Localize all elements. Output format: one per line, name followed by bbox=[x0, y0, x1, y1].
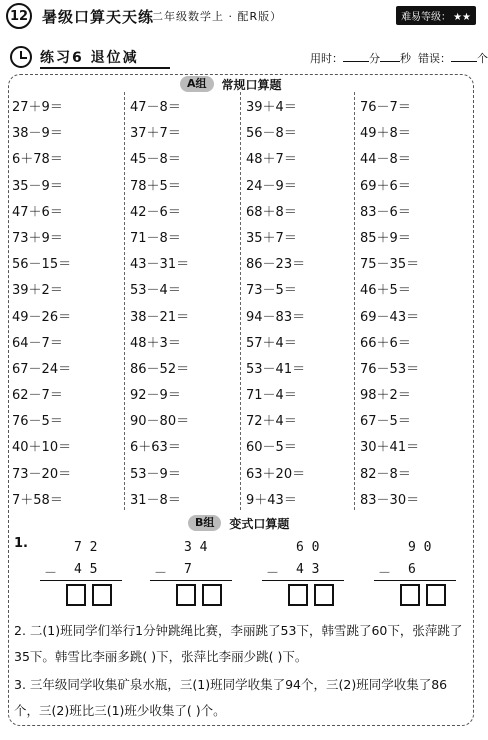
calculation-item: 31－8＝ bbox=[130, 492, 181, 508]
minus-sign: － bbox=[378, 566, 392, 581]
calculation-row bbox=[12, 223, 472, 249]
calculation-item: 53－4＝ bbox=[130, 283, 181, 299]
calculation-row bbox=[12, 275, 472, 301]
calculation-item: 82－8＝ bbox=[360, 466, 411, 482]
calculation-item: 6＋78＝ bbox=[12, 152, 63, 168]
calculation-item: 78＋5＝ bbox=[130, 178, 181, 194]
calculation-item: 60－5＝ bbox=[246, 440, 297, 456]
vertical-problem bbox=[150, 540, 240, 608]
calculation-item: 6＋63＝ bbox=[130, 440, 181, 456]
time-label: 用时： bbox=[310, 52, 343, 65]
calculation-grid bbox=[12, 92, 472, 511]
minutes-blank[interactable] bbox=[343, 52, 369, 62]
calculation-item: 68＋8＝ bbox=[246, 204, 297, 220]
minutes-label: 分 bbox=[369, 52, 380, 65]
calculation-item: 98＋2＝ bbox=[360, 388, 411, 404]
calculation-item: 64－7＝ bbox=[12, 335, 63, 351]
calculation-item: 62－7＝ bbox=[12, 388, 63, 404]
minuend: 6 0 bbox=[296, 540, 320, 555]
answer-box-ones[interactable] bbox=[92, 584, 112, 606]
answer-box-ones[interactable] bbox=[202, 584, 222, 606]
calculation-item: 27＋9＝ bbox=[12, 100, 63, 115]
calculation-row bbox=[12, 171, 472, 197]
calculation-item: 76－53＝ bbox=[360, 361, 420, 377]
result-line bbox=[262, 580, 344, 581]
star-icon: ★★ bbox=[453, 12, 471, 23]
errors-blank[interactable] bbox=[451, 52, 477, 62]
calculation-row bbox=[12, 432, 472, 458]
subtrahend: 4 3 bbox=[296, 562, 320, 577]
calculation-item: 63＋20＝ bbox=[246, 466, 306, 482]
calculation-item: 90－80＝ bbox=[130, 414, 190, 430]
calculation-item: 47＋6＝ bbox=[12, 204, 63, 220]
series-subtitle: （二年级数学上 · 配R版） bbox=[140, 10, 283, 23]
calculation-item: 69＋6＝ bbox=[360, 178, 411, 194]
vertical-problem bbox=[374, 540, 464, 608]
seconds-label: 秒 bbox=[400, 52, 411, 65]
calculation-row bbox=[12, 144, 472, 170]
word-problem: 2. 二(1)班同学们举行1分钟跳绳比赛，李丽跳了53下，韩雪跳了60下，张萍跳了35下。韩雪比李丽多跳( )下，张萍比李丽少跳( )下。 bbox=[14, 623, 463, 664]
seconds-blank[interactable] bbox=[380, 52, 400, 62]
word-problem: 3. 三年级同学收集矿泉水瓶，三(1)班同学收集了94个，三(2)班同学收集了86个，三(2)班比三(1)班少收集了( )个。 bbox=[14, 677, 448, 718]
minuend: 3 4 bbox=[184, 540, 208, 555]
calculation-item: 75－35＝ bbox=[360, 257, 420, 273]
series-title: 暑级口算天天练 bbox=[42, 8, 155, 26]
calculation-item: 71－8＝ bbox=[130, 230, 181, 246]
vertical-problem bbox=[40, 540, 130, 608]
calculation-item: 38－21＝ bbox=[130, 309, 190, 325]
result-line bbox=[374, 580, 456, 581]
calculation-item: 92－9＝ bbox=[130, 388, 181, 404]
calculation-item: 85＋9＝ bbox=[360, 230, 411, 246]
group-a-header bbox=[180, 75, 282, 93]
calculation-item: 40＋10＝ bbox=[12, 440, 72, 456]
calculation-row bbox=[12, 118, 472, 144]
result-line bbox=[40, 580, 122, 581]
calculation-item: 35－9＝ bbox=[12, 178, 63, 194]
problem-number: 1. bbox=[14, 536, 28, 551]
answer-box-tens[interactable] bbox=[400, 584, 420, 606]
calculation-item: 30＋41＝ bbox=[360, 440, 420, 456]
calculation-item: 43－31＝ bbox=[130, 257, 190, 273]
difficulty-rating bbox=[396, 6, 476, 25]
calculation-item: 57＋4＝ bbox=[246, 335, 297, 351]
answer-box-tens[interactable] bbox=[66, 584, 86, 606]
minus-sign: － bbox=[44, 566, 58, 581]
calculation-item: 49－26＝ bbox=[12, 309, 72, 325]
calculation-item: 73－20＝ bbox=[12, 466, 72, 482]
calculation-row bbox=[12, 302, 472, 328]
answer-box-tens[interactable] bbox=[176, 584, 196, 606]
time-record bbox=[310, 50, 488, 66]
calculation-row bbox=[12, 328, 472, 354]
calculation-row bbox=[12, 380, 472, 406]
rating-label: 难易等级： bbox=[401, 12, 452, 23]
calculation-item: 76－5＝ bbox=[12, 414, 63, 430]
calculation-item: 49＋8＝ bbox=[360, 126, 411, 142]
subtrahend: 4 5 bbox=[74, 562, 98, 577]
calculation-item: 46＋5＝ bbox=[360, 283, 411, 299]
calculation-item: 73＋9＝ bbox=[12, 230, 63, 246]
calculation-item: 86－23＝ bbox=[246, 257, 306, 273]
minus-sign: － bbox=[154, 566, 168, 581]
calculation-item: 94－83＝ bbox=[246, 309, 306, 325]
errors-label: 错误： bbox=[418, 52, 451, 65]
calculation-item: 67－5＝ bbox=[360, 414, 411, 430]
calculation-row bbox=[12, 354, 472, 380]
calculation-item: 48＋3＝ bbox=[130, 335, 181, 351]
answer-box-ones[interactable] bbox=[314, 584, 334, 606]
calculation-item: 56－8＝ bbox=[246, 126, 297, 142]
calculation-item: 39＋2＝ bbox=[12, 283, 63, 299]
minuend: 9 0 bbox=[408, 540, 432, 555]
answer-box-tens[interactable] bbox=[288, 584, 308, 606]
calculation-row bbox=[12, 406, 472, 432]
calculation-item: 72＋4＝ bbox=[246, 414, 297, 430]
calculation-item: 44－8＝ bbox=[360, 152, 411, 168]
calculation-item: 83－30＝ bbox=[360, 492, 420, 508]
calculation-item: 42－6＝ bbox=[130, 204, 181, 220]
calculation-row bbox=[12, 92, 472, 118]
calculation-item: 66＋6＝ bbox=[360, 335, 411, 351]
calculation-row bbox=[12, 459, 472, 485]
calculation-item: 71－4＝ bbox=[246, 388, 297, 404]
calculation-item: 53－41＝ bbox=[246, 361, 306, 377]
page-header bbox=[0, 0, 482, 40]
calculation-item: 48＋7＝ bbox=[246, 152, 297, 168]
group-a-title: 常规口算题 bbox=[221, 77, 282, 92]
calculation-item: 47－8＝ bbox=[130, 100, 181, 115]
calculation-item: 7＋58＝ bbox=[12, 492, 63, 508]
calculation-item: 35＋7＝ bbox=[246, 230, 297, 246]
calculation-row bbox=[12, 249, 472, 275]
calculation-item: 56－15＝ bbox=[12, 257, 72, 273]
result-line bbox=[150, 580, 232, 581]
subtrahend: 6 bbox=[408, 562, 416, 577]
calculation-item: 73－5＝ bbox=[246, 283, 297, 299]
calculation-item: 53－9＝ bbox=[130, 466, 181, 482]
calculation-item: 69－43＝ bbox=[360, 309, 420, 325]
answer-box-ones[interactable] bbox=[426, 584, 446, 606]
group-a-badge: A组 bbox=[180, 76, 214, 92]
calculation-item: 37＋7＝ bbox=[130, 126, 181, 142]
calculation-item: 39＋4＝ bbox=[246, 100, 297, 115]
page-number: 12 bbox=[6, 3, 32, 29]
group-b-header bbox=[188, 514, 289, 532]
minuend: 7 2 bbox=[74, 540, 98, 555]
group-b-title: 变式口算题 bbox=[229, 516, 290, 531]
calculation-row bbox=[12, 197, 472, 223]
count-unit: 个 bbox=[477, 52, 488, 65]
calculation-item: 24－9＝ bbox=[246, 178, 297, 194]
calculation-item: 9＋43＝ bbox=[246, 492, 297, 508]
calculation-item: 76－7＝ bbox=[360, 100, 411, 115]
group-b-badge: B组 bbox=[188, 515, 221, 531]
calculation-item: 38－9＝ bbox=[12, 126, 63, 142]
clock-icon bbox=[10, 46, 32, 68]
calculation-item: 83－6＝ bbox=[360, 204, 411, 220]
vertical-problem bbox=[262, 540, 352, 608]
lesson-title-row bbox=[10, 46, 488, 68]
calculation-item: 67－24＝ bbox=[12, 361, 72, 377]
minus-sign: － bbox=[266, 566, 280, 581]
calculation-row bbox=[12, 485, 472, 511]
lesson-title: 练习6 退位减 bbox=[40, 50, 139, 66]
calculation-item: 45－8＝ bbox=[130, 152, 181, 168]
subtrahend: 7 bbox=[184, 562, 192, 577]
title-underline bbox=[40, 67, 170, 69]
calculation-item: 86－52＝ bbox=[130, 361, 190, 377]
